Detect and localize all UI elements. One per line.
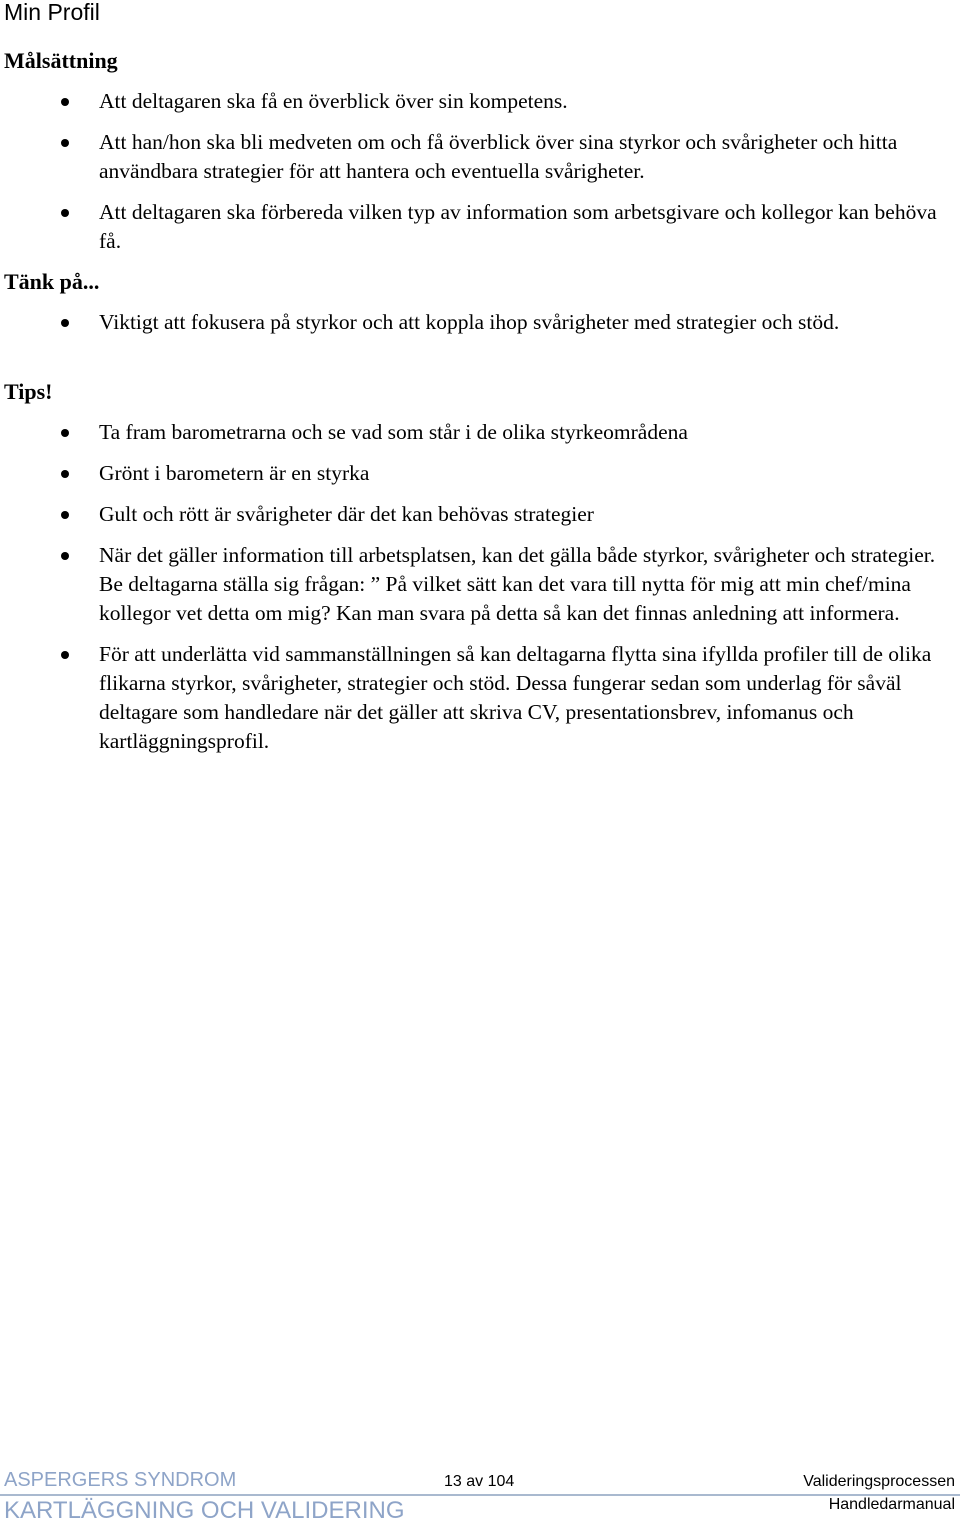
list-item (0, 308, 960, 337)
list-item (0, 198, 960, 256)
list-item (0, 459, 960, 488)
list-item-text: Ta fram barometrarna och se vad som står i de olika styrkeområdena (99, 420, 688, 444)
bullet-icon (61, 470, 69, 478)
list-item-text: Att deltagaren ska få en överblick över sin kompetens. (99, 89, 568, 113)
bullet-icon (61, 319, 69, 327)
bullet-icon (61, 139, 69, 147)
list-item-text: Att deltagaren ska förbereda vilken typ av information som arbetsgivare och kollegor kan behöva få. (99, 200, 937, 253)
list-item (0, 640, 960, 756)
heading-tank-pa: Tänk på... (4, 269, 100, 294)
tank-pa-list (0, 308, 960, 337)
list-item-text: Viktigt att fokusera på styrkor och att koppla ihop svårigheter med strategier och stöd. (99, 310, 840, 334)
heading-malsattning: Målsättning (4, 48, 118, 73)
list-item (0, 418, 960, 447)
heading-tips: Tips! (4, 379, 53, 404)
list-item (0, 541, 960, 628)
footer-title-line1: ASPERGERS SYNDROM (4, 1469, 237, 1491)
bullet-icon (61, 429, 69, 437)
list-item-text: När det gäller information till arbetsplatsen, kan det gälla både styrkor, svårigheter och strategier. Be deltagarna ställa sig frågan: ” På vilket sätt kan det vara till nytta för mig att min chef/mina kollegor vet detta om mig? Kan man svara på detta så kan det finnas anledning att informera. (99, 543, 936, 625)
list-item-text: Att han/hon ska bli medveten om och få överblick över sina styrkor och svårigheter och hitta användbara strategier för att hantera och eventuella svårigheter. (99, 130, 898, 183)
tips-list (0, 418, 960, 756)
bullet-icon (61, 98, 69, 106)
list-item-text: För att underlätta vid sammanställningen så kan deltagarna flytta sina ifyllda profiler till de olika flikarna styrkor, svårigheter, strategier och stöd. Dessa fungerar sedan som underlag för såväl deltagare som handledare när det gäller att skriva CV, presentationsbrev, infomanus och kartläggningsprofil. (99, 642, 932, 753)
list-item (0, 500, 960, 529)
footer-divider (0, 1494, 960, 1496)
footer-page-number: 13 av 104 (444, 1473, 515, 1490)
footer-right-line1: Valideringsprocessen (803, 1473, 955, 1490)
document-header-title: Min Profil (4, 0, 100, 25)
bullet-icon (61, 552, 69, 560)
list-item (0, 128, 960, 186)
footer-title-line2: KARTLÄGGNING OCH VALIDERING (4, 1497, 405, 1524)
footer-right-line2: Handledarmanual (828, 1496, 955, 1513)
list-item-text: Grönt i barometern är en styrka (99, 461, 370, 485)
list-item-text: Gult och rött är svårigheter där det kan behövas strategier (99, 502, 594, 526)
list-item (0, 87, 960, 116)
bullet-icon (61, 511, 69, 519)
bullet-icon (61, 209, 69, 217)
bullet-icon (61, 651, 69, 659)
malsattning-list (0, 87, 960, 256)
